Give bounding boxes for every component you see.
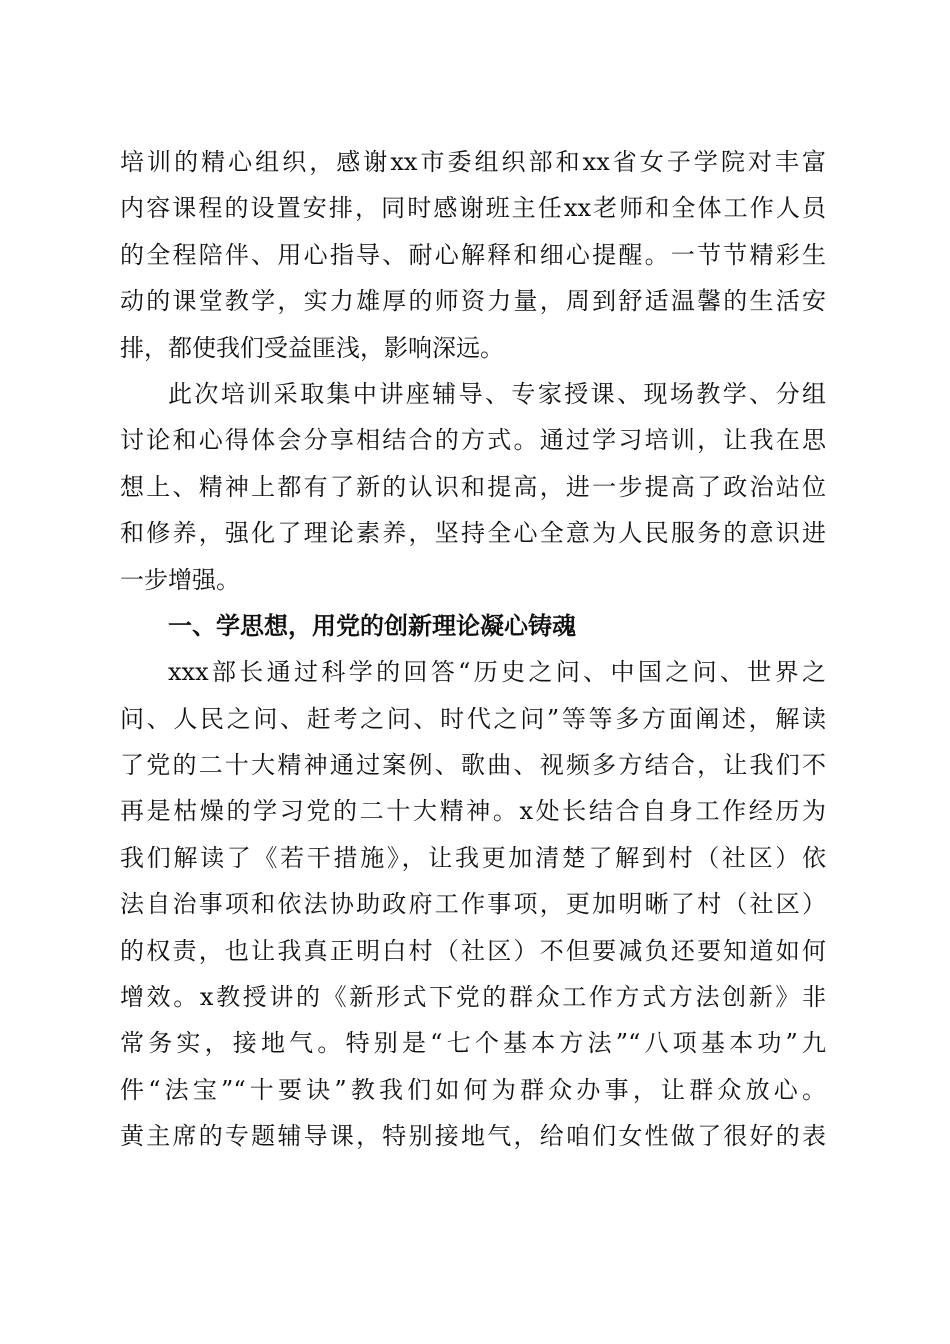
paragraph-line: 想上、精神上都有了新的认识和提高，进一步提高了政治站位 [120, 472, 826, 501]
paragraph-line: 常务实，接地气。特别是“七个基本方法”“八项基本功”九 [120, 1029, 826, 1058]
paragraph-line: 我们解读了《若干措施》，让我更加清楚了解到村（社区）依 [120, 843, 826, 872]
paragraph-line: 讨论和心得体会分享相结合的方式。通过学习培训，让我在思 [120, 426, 826, 455]
paragraph-line: 内容课程的设置安排，同时感谢班主任xx老师和全体工作人员 [120, 194, 826, 223]
paragraph-line: 动的课堂教学，实力雄厚的师资力量，周到舒适温馨的生活安 [120, 287, 826, 316]
paragraph-line: 法自治事项和依法协助政府工作事项，更加明晰了村（社区） [120, 890, 826, 919]
paragraph-line: 的权责，也让我真正明白村（社区）不但要减负还要知道如何 [120, 936, 826, 965]
paragraph-line: 问、人民之问、赶考之问、时代之问”等等多方面阐述，解读 [120, 704, 826, 733]
paragraph-line: 增效。x教授讲的《新形式下党的群众工作方式方法创新》非 [120, 983, 826, 1012]
paragraph-line: 了党的二十大精神通过案例、歌曲、视频多方结合，让我们不 [120, 751, 826, 780]
paragraph-line: 此次培训采取集中讲座辅导、专家授课、现场教学、分组 [168, 379, 826, 408]
paragraph-line: 排，都使我们受益匪浅，影响深远。 [120, 333, 504, 362]
paragraph-line: 一步增强。 [120, 565, 240, 594]
document-body [120, 139, 826, 1160]
paragraph-line: 黄主席的专题辅导课，特别接地气，给咱们女性做了很好的表 [120, 1122, 826, 1151]
paragraph-line: xxx部长通过科学的回答“历史之问、中国之问、世界之 [168, 658, 826, 687]
paragraph-line: 培训的精心组织，感谢xx市委组织部和xx省女子学院对丰富 [120, 148, 826, 176]
section-heading: 一、学思想，用党的创新理论凝心铸魂 [168, 611, 576, 640]
paragraph-line: 件“法宝”“十要诀”教我们如何为群众办事，让群众放心。 [120, 1075, 826, 1104]
paragraph-line: 的全程陪伴、用心指导、耐心解释和细心提醒。一节节精彩生 [120, 240, 826, 269]
paragraph-line: 再是枯燥的学习党的二十大精神。x处长结合自身工作经历为 [120, 797, 826, 826]
paragraph-line: 和修养，强化了理论素养，坚持全心全意为人民服务的意识进 [120, 519, 826, 548]
